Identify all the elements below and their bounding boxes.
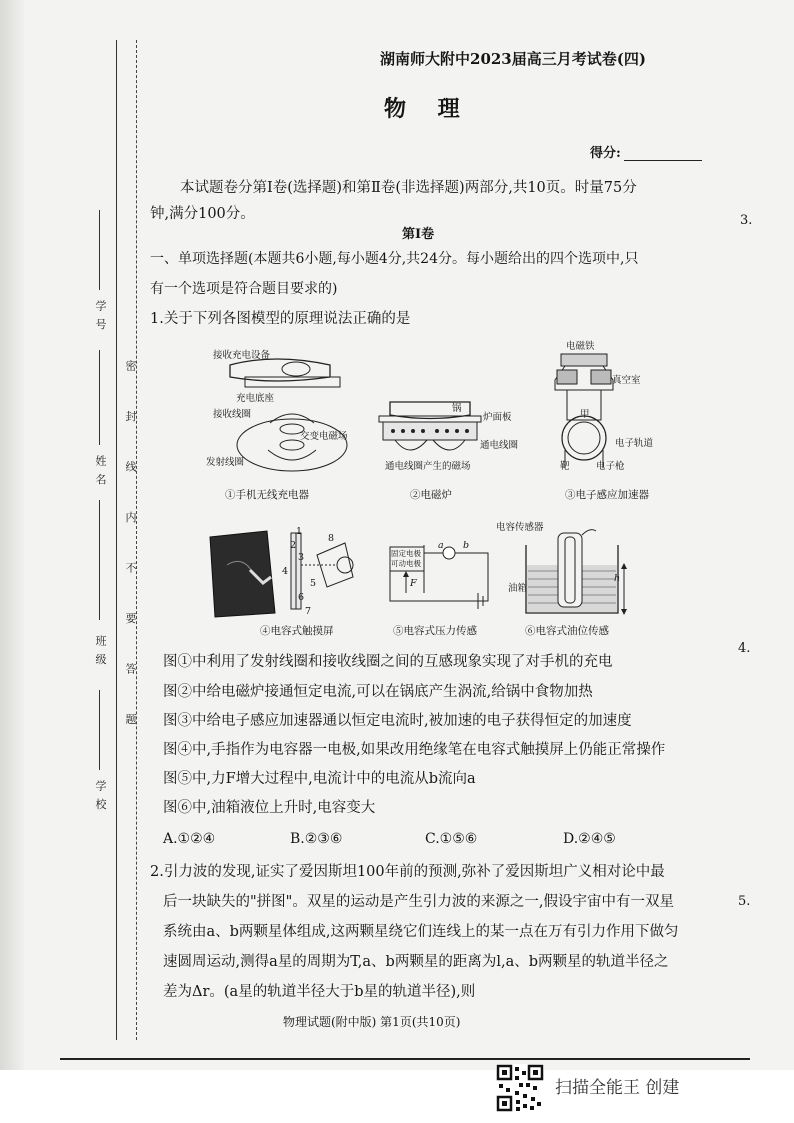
name-label: 姓 名 bbox=[94, 455, 107, 487]
fig5-caption: ⑤电容式压力传感 bbox=[393, 625, 477, 637]
fig1-label-base: 充电底座 bbox=[236, 393, 275, 404]
intro-line-2: 钟,满分100分。 bbox=[150, 206, 255, 222]
page-footer: 物理试题(附中版) 第1页(共10页) bbox=[283, 1015, 461, 1029]
fig3-caption: ③电子感应加速器 bbox=[565, 489, 649, 501]
fig1-caption: ①手机无线充电器 bbox=[225, 489, 309, 501]
volume-heading: 第Ⅰ卷 bbox=[402, 227, 435, 242]
score-blank[interactable] bbox=[624, 160, 702, 161]
fig5-label-fixed-electrode: 固定电极 bbox=[391, 549, 421, 558]
q1-option-d[interactable]: D.②④⑤ bbox=[563, 831, 616, 847]
next-page-q3: 3. bbox=[740, 213, 753, 228]
school-blank bbox=[99, 690, 100, 770]
fig3-label-vacuum: 真空室 bbox=[612, 375, 641, 386]
fig4-label-1: 1 bbox=[296, 526, 303, 537]
fig4-label-3: 3 bbox=[298, 552, 305, 563]
q2-line-2: 后一块缺失的"拼图"。双星的运动是产生引力波的来源之一,假设宇宙中有一双星 bbox=[163, 894, 674, 910]
fig4-label-4: 4 bbox=[282, 566, 289, 577]
score-label: 得分: bbox=[590, 146, 621, 161]
fig1-label-field: 交变电磁场 bbox=[300, 431, 348, 442]
fig6-label-h: h bbox=[614, 573, 621, 584]
fig2-label-pot: 锅 bbox=[452, 403, 462, 414]
next-page-q5: 5. bbox=[738, 894, 751, 909]
fig3-label-electromagnet: 电磁铁 bbox=[566, 341, 595, 352]
fig4-caption: ④电容式触摸屏 bbox=[260, 625, 334, 637]
scan-shadow bbox=[0, 0, 24, 1070]
fig2-label-panel: 炉面板 bbox=[483, 412, 512, 423]
fig5-label-b: b bbox=[463, 540, 470, 551]
fig2-label-field: 通电线圈产生的磁场 bbox=[385, 461, 471, 472]
watermark-text: 扫描全能王 创建 bbox=[555, 1078, 680, 1098]
exam-title: 湖南师大附中2023届高三月考试卷(四) bbox=[380, 50, 646, 68]
fig2-caption: ②电磁炉 bbox=[410, 489, 452, 501]
q2-line-1: 2.引力波的发现,证实了爱因斯坦100年前的预测,弥补了爱因斯坦广义相对论中最 bbox=[150, 864, 665, 880]
student-id-blank bbox=[99, 210, 100, 290]
fig3-label-jia: 甲 bbox=[580, 409, 590, 420]
intro-line-1: 本试题卷分第Ⅰ卷(选择题)和第Ⅱ卷(非选择题)两部分,共10页。时量75分 bbox=[180, 180, 637, 196]
q1-statement-1: 图①中利用了发射线圈和接收线圈之间的互感现象实现了对手机的充电 bbox=[163, 654, 613, 670]
fig4-label-5: 5 bbox=[310, 578, 317, 589]
fig4-label-7: 7 bbox=[305, 606, 312, 617]
fig3-label-gun: 电子枪 bbox=[596, 461, 625, 472]
q2-line-3: 系统由a、b两颗星体组成,这两颗星绕它们连线上的某一点在万有引力作用下做匀 bbox=[163, 924, 679, 940]
q1-statement-6: 图⑥中,油箱液位上升时,电容变大 bbox=[163, 800, 376, 816]
fig6-caption: ⑥电容式油位传感 bbox=[525, 625, 609, 637]
q1-option-c[interactable]: C.①⑤⑥ bbox=[425, 831, 478, 847]
section-heading-2: 有一个选项是符合题目要求的) bbox=[150, 281, 338, 297]
fig1-label-receiver-device: 接收充电设备 bbox=[213, 350, 271, 361]
student-id-label: 学 号 bbox=[94, 300, 107, 332]
next-page-q4: 4. bbox=[738, 641, 751, 656]
fig6-label-sensor: 电容传感器 bbox=[496, 522, 544, 533]
q1-stem: 1.关于下列各图模型的原理说法正确的是 bbox=[150, 311, 411, 327]
q1-statement-4: 图④中,手指作为电容器一电极,如果改用绝缘笔在电容式触摸屏上仍能正常操作 bbox=[163, 742, 666, 758]
q2-line-5: 差为Δr。(a星的轨道半径大于b星的轨道半径),则 bbox=[163, 984, 476, 1000]
seal-notice: 密 封 线 内 不 要 答 题 bbox=[124, 360, 137, 743]
fig1-label-transmitter-coil: 发射线圈 bbox=[206, 457, 245, 468]
fig6-label-tank: 油箱 bbox=[508, 583, 528, 594]
fig5-label-F: F bbox=[410, 578, 417, 589]
q1-statement-5: 图⑤中,力F增大过程中,电流计中的电流从b流向a bbox=[163, 771, 476, 787]
class-label: 班 级 bbox=[94, 635, 107, 667]
section-heading-1: 一、单项选择题(本题共6小题,每小题4分,共24分。每小题给出的四个选项中,只 bbox=[150, 251, 639, 267]
fig2-label-coil: 通电线圈 bbox=[480, 440, 519, 451]
qr-code-icon bbox=[496, 1064, 544, 1112]
q1-option-b[interactable]: B.②③⑥ bbox=[290, 831, 343, 847]
fig4-label-8: 8 bbox=[328, 533, 335, 544]
q1-statement-3: 图③中给电子感应加速器通以恒定电流时,被加速的电子获得恒定的加速度 bbox=[163, 713, 632, 729]
fig3-label-target: 靶 bbox=[560, 461, 570, 472]
school-label: 学 校 bbox=[94, 780, 107, 812]
q1-option-a[interactable]: A.①②④ bbox=[163, 831, 216, 847]
subject-title: 物 理 bbox=[384, 96, 472, 122]
name-blank bbox=[99, 350, 100, 445]
fig5-label-a: a bbox=[438, 540, 444, 551]
fig5-label-movable-electrode: 可动电极 bbox=[391, 559, 421, 568]
q2-line-4: 速圆周运动,测得a星的周期为T,a、b两颗星的距离为l,a、b两颗星的轨道半径之 bbox=[163, 954, 669, 970]
fig3-label-orbit: 电子轨道 bbox=[615, 438, 654, 449]
binding-line bbox=[116, 40, 117, 1040]
class-blank bbox=[99, 500, 100, 620]
fig1-label-receiver-coil: 接收线圈 bbox=[213, 409, 252, 420]
q1-statement-2: 图②中给电磁炉接通恒定电流,可以在锅底产生涡流,给锅中食物加热 bbox=[163, 684, 593, 700]
fig4-label-2: 2 bbox=[290, 540, 297, 551]
page-bottom-edge bbox=[60, 1058, 750, 1060]
fig4-label-6: 6 bbox=[298, 592, 305, 603]
